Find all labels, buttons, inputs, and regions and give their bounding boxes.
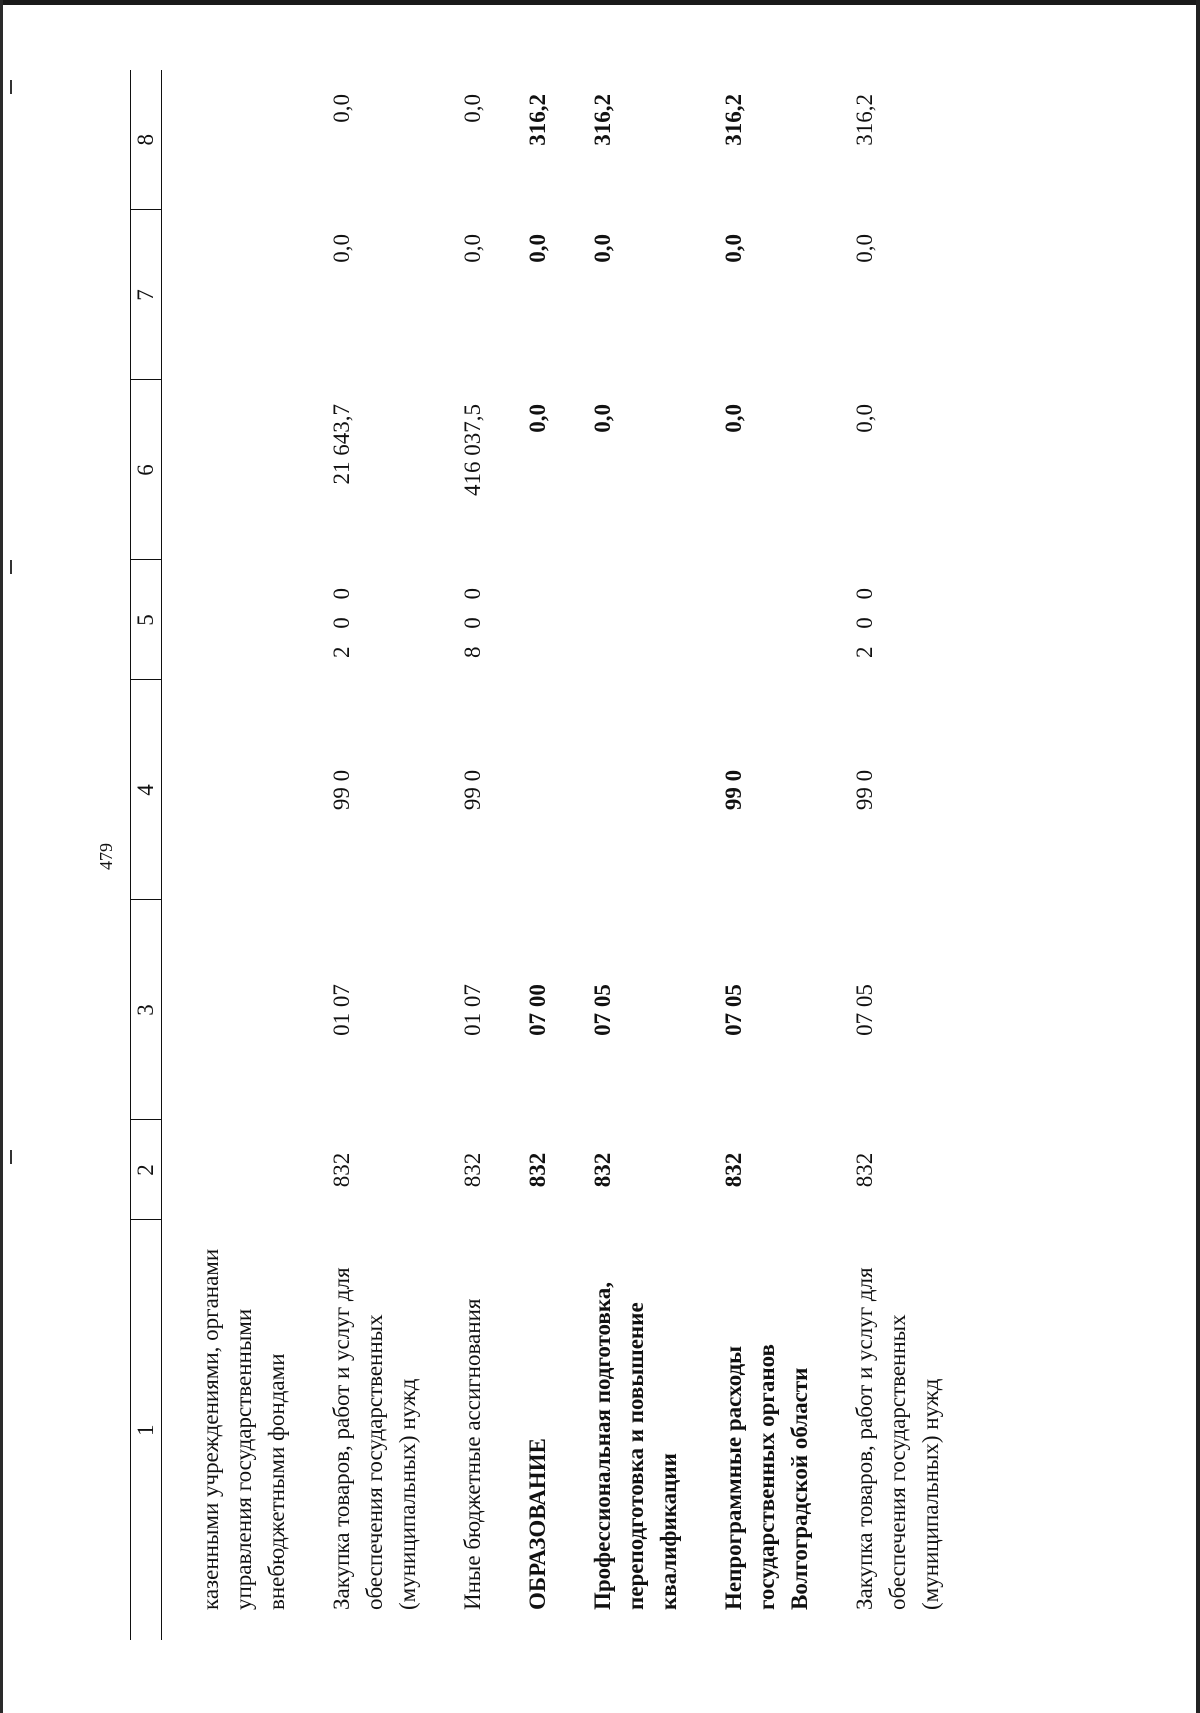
cell-value-6: 0,0 xyxy=(525,404,550,433)
cell-value-6 xyxy=(162,380,294,560)
cell-value-6: 416 037,5 xyxy=(460,404,485,496)
cell-expense-type xyxy=(685,560,816,680)
cell-section: 07 05 xyxy=(852,984,877,1036)
row-name: Иные бюджетные ассигнования xyxy=(460,1298,485,1610)
cell-section: 07 00 xyxy=(525,984,550,1036)
cell-target xyxy=(162,680,294,900)
cell-expense-type xyxy=(489,560,554,680)
cell-expense-type: 8 0 0 xyxy=(460,582,485,658)
cell-expense-type: 2 0 0 xyxy=(329,582,354,658)
cell-target xyxy=(489,680,554,900)
cell-expense-type: 2 0 0 xyxy=(852,582,877,658)
cell-value-6: 21 643,7 xyxy=(329,404,354,485)
table-header-row xyxy=(131,70,162,1640)
cell-value-6: 0,0 xyxy=(590,404,615,433)
row-name: казенными учреждениями, органами управления государственными внебюджетными фондами xyxy=(198,1248,289,1610)
scan-border-left xyxy=(0,0,3,1713)
table-row xyxy=(685,70,816,1640)
cell-expense-type xyxy=(554,560,685,680)
table-row xyxy=(489,70,554,1640)
rotated-page xyxy=(130,70,1130,1640)
cell-value-8: 316,2 xyxy=(590,94,615,146)
cell-value-8: 316,2 xyxy=(721,94,746,146)
cell-ministry: 832 xyxy=(329,1152,354,1188)
cell-ministry: 832 xyxy=(590,1152,615,1188)
scan-mark xyxy=(10,1150,12,1164)
cell-value-8: 0,0 xyxy=(460,94,485,123)
table-row xyxy=(816,70,947,1640)
cell-value-7: 0,0 xyxy=(721,234,746,263)
cell-value-8: 0,0 xyxy=(329,94,354,123)
row-name: ОБРАЗОВАНИЕ xyxy=(525,1438,550,1610)
column-header: 5 xyxy=(131,560,162,680)
cell-expense-type xyxy=(162,560,294,680)
cell-section: 07 05 xyxy=(590,984,615,1036)
cell-value-6: 0,0 xyxy=(852,404,877,433)
cell-value-7: 0,0 xyxy=(590,234,615,263)
scan-mark xyxy=(10,560,12,574)
cell-target xyxy=(554,680,685,900)
page-number: 479 xyxy=(96,843,116,870)
cell-section: 01 07 xyxy=(329,984,354,1036)
cell-value-8 xyxy=(162,70,294,210)
cell-section: 01 07 xyxy=(460,984,485,1036)
cell-target: 99 0 xyxy=(721,769,746,811)
cell-ministry: 832 xyxy=(721,1152,746,1188)
scan-border-top xyxy=(0,0,1200,5)
column-header: 2 xyxy=(131,1120,162,1220)
column-header: 6 xyxy=(131,380,162,560)
table-row xyxy=(293,70,424,1640)
column-header: 3 xyxy=(131,900,162,1120)
cell-value-7: 0,0 xyxy=(329,234,354,263)
cell-section xyxy=(162,900,294,1120)
cell-ministry: 832 xyxy=(525,1152,550,1188)
row-name: Непрограммные расходы государственных органов Волгоградской области xyxy=(721,1344,812,1610)
cell-value-7: 0,0 xyxy=(852,234,877,263)
cell-target: 99 0 xyxy=(329,769,354,811)
cell-value-6: 0,0 xyxy=(721,404,746,433)
cell-value-7 xyxy=(162,210,294,380)
table-row xyxy=(424,70,489,1640)
cell-target: 99 0 xyxy=(460,769,485,811)
table-row xyxy=(162,70,294,1640)
cell-value-7: 0,0 xyxy=(525,234,550,263)
cell-ministry: 832 xyxy=(460,1152,485,1188)
column-header: 8 xyxy=(131,70,162,210)
budget-table xyxy=(130,70,947,1640)
cell-target: 99 0 xyxy=(852,769,877,811)
column-header: 1 xyxy=(131,1220,162,1640)
scan-mark xyxy=(10,80,12,94)
row-name: Профессиональная подготовка, переподготовка и повышение квалификации xyxy=(590,1281,681,1610)
column-header: 7 xyxy=(131,210,162,380)
column-header: 4 xyxy=(131,680,162,900)
table-row xyxy=(554,70,685,1640)
row-name: Закупка товаров, работ и услуг для обеспечения государственных (муниципальных) нужд xyxy=(852,1267,943,1610)
cell-value-8: 316,2 xyxy=(525,94,550,146)
cell-value-7: 0,0 xyxy=(460,234,485,263)
scan-border-right xyxy=(1196,0,1200,1713)
cell-ministry xyxy=(162,1120,294,1220)
cell-ministry: 832 xyxy=(852,1152,877,1188)
cell-value-8: 316,2 xyxy=(852,94,877,146)
cell-section: 07 05 xyxy=(721,984,746,1036)
row-name: Закупка товаров, работ и услуг для обеспечения государственных (муниципальных) нужд xyxy=(329,1267,420,1610)
